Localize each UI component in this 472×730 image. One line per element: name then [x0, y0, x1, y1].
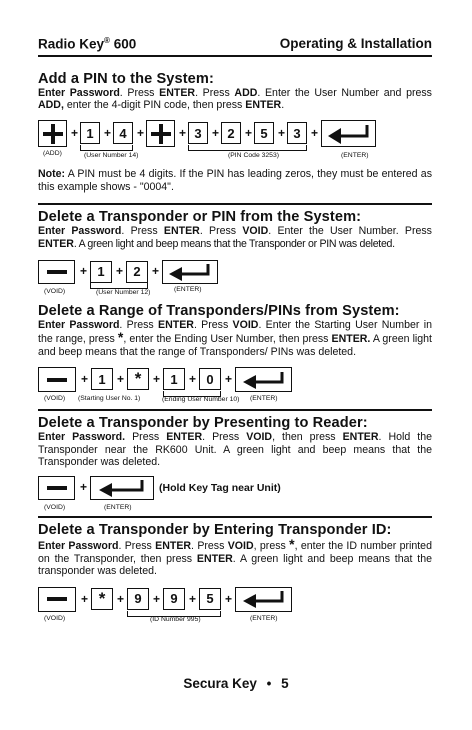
ending-user-caption: (Ending User Number 10) — [162, 396, 240, 404]
add-key — [38, 120, 67, 147]
delete-present-heading: Delete a Transponder by Presenting to Reader: — [38, 415, 368, 432]
add-pin-heading: Add a PIN to the System: — [38, 70, 214, 87]
delete-range-key-sequence: + 1 + * + 1 + 0 + (VOID) (Starting User No. 1) (Ending User Number 10) (ENTER) — [38, 367, 432, 407]
add-pin-instructions: Enter Password. Press ENTER. Press ADD. Enter the User Number and press ADD, enter the 4-digit PIN code, then press ENTER. — [38, 86, 432, 111]
delete-present-key-sequence: + (Hold Key Tag near Unit) (VOID) (ENTER) — [38, 476, 432, 516]
page-number: 5 — [281, 676, 289, 691]
add-caption: (ADD) — [43, 150, 62, 158]
enter-key — [235, 367, 292, 392]
enter-arrow-icon — [327, 124, 371, 144]
enter-arrow-icon — [242, 371, 286, 389]
digit-key: 3 — [188, 122, 208, 144]
digit-key: 1 — [91, 368, 113, 390]
starting-user-caption: (Starting User No. 1) — [78, 395, 141, 403]
delete-present-instructions: Enter Password. Press ENTER. Press VOID, then press ENTER. Hold the Transponder near the RK600 Unit. A green light and beep means that the Transponder was deleted. — [38, 431, 433, 468]
star-key: * — [91, 588, 113, 610]
digit-key: 9 — [127, 588, 149, 610]
delete-id-heading: Delete a Transponder by Entering Transponder ID: — [38, 522, 392, 539]
delete-id-instructions: Enter Password. Press ENTER. Press VOID, press *, enter the ID number printed on the Transponder, then press ENTER. A green light and beep means that the transponder was deleted. — [38, 536, 432, 578]
add-pin-key-sequence: + 1 + 4 + + 3 + 2 + 5 + 3 + (ADD) (User Number 14) (PIN Code 3253) (ENTER) — [38, 120, 432, 162]
user-number-caption: (User Number 14) — [84, 152, 139, 160]
void-caption: (VOID) — [44, 395, 66, 403]
digit-key: 1 — [90, 261, 112, 283]
delete-id-key-sequence: + * + 9 + 9 + 5 + (VOID) (ID Number 995) (ENTER) — [38, 587, 432, 627]
section-divider — [38, 409, 432, 411]
hold-key-tag-note: (Hold Key Tag near Unit) — [159, 482, 281, 495]
digit-key: 5 — [254, 122, 274, 144]
footer-brand: Secura Key — [183, 676, 257, 691]
digit-key: 2 — [126, 261, 148, 283]
user-number-caption: (User Number 12) — [96, 288, 151, 296]
enter-key — [162, 260, 218, 284]
id-number-caption: (ID Number 995) — [150, 615, 201, 623]
delete-range-instructions: Enter Password. Press ENTER. Press VOID. Enter the Starting User Number in the range, press *, enter the Ending User Number, then press ENTER. A green light and beep means that the range of Transponders/ PINs was deleted. — [38, 318, 432, 358]
add-key — [146, 120, 175, 147]
enter-arrow-icon — [98, 479, 146, 497]
star-key: * — [127, 368, 149, 390]
void-caption: (VOID) — [44, 614, 66, 622]
void-caption: (VOID) — [44, 504, 66, 512]
section-divider — [38, 203, 432, 205]
minus-icon — [47, 270, 67, 274]
enter-key — [321, 120, 376, 147]
digit-key: 4 — [113, 122, 133, 144]
void-key — [38, 476, 75, 500]
enter-arrow-icon — [168, 263, 212, 281]
void-caption: (VOID) — [44, 287, 66, 295]
page-footer — [0, 676, 472, 691]
pin-note: Note: A PIN must be 4 digits. If the PIN has leading zeros, they must be entered as this example shows - "0004". — [38, 168, 432, 193]
void-key — [38, 587, 76, 612]
section-title: Operating & Installation — [279, 36, 432, 51]
plus-icon — [43, 124, 63, 144]
digit-key: 2 — [221, 122, 241, 144]
digit-key: 5 — [199, 588, 221, 610]
section-divider — [38, 516, 432, 518]
digit-key: 1 — [80, 122, 100, 144]
delete-range-heading: Delete a Range of Transponders/PINs from System: — [38, 302, 400, 319]
digit-key: 3 — [287, 122, 307, 144]
manual-page — [38, 36, 432, 627]
enter-caption: (ENTER) — [250, 614, 278, 622]
delete-pin-heading: Delete a Transponder or PIN from the System: — [38, 209, 362, 226]
digit-key: 0 — [199, 368, 221, 390]
enter-arrow-icon — [242, 590, 286, 608]
enter-caption: (ENTER) — [174, 285, 202, 293]
pin-code-caption: (PIN Code 3253) — [228, 152, 280, 160]
plus-icon — [151, 124, 171, 144]
product-name: Radio Key® 600 — [38, 36, 137, 52]
minus-icon — [47, 486, 67, 490]
minus-icon — [47, 378, 67, 382]
enter-caption: (ENTER) — [250, 395, 278, 403]
delete-pin-instructions: Enter Password. Press ENTER. Press VOID. Enter the User Number. Press ENTER. A green light and beep means that the Transponder or PIN was deleted. — [38, 225, 432, 250]
enter-key — [90, 476, 154, 500]
digit-key: 1 — [163, 368, 185, 390]
enter-caption: (ENTER) — [341, 152, 369, 160]
void-key — [38, 367, 76, 392]
delete-pin-key-sequence: + 1 + 2 + (VOID) (User Number 12) (ENTER) — [38, 260, 432, 300]
page-header — [38, 36, 432, 57]
enter-key — [235, 587, 292, 612]
footer-bullet: • — [266, 676, 272, 691]
minus-icon — [47, 597, 67, 601]
enter-caption: (ENTER) — [104, 504, 132, 512]
digit-key: 9 — [163, 588, 185, 610]
void-key — [38, 260, 75, 284]
